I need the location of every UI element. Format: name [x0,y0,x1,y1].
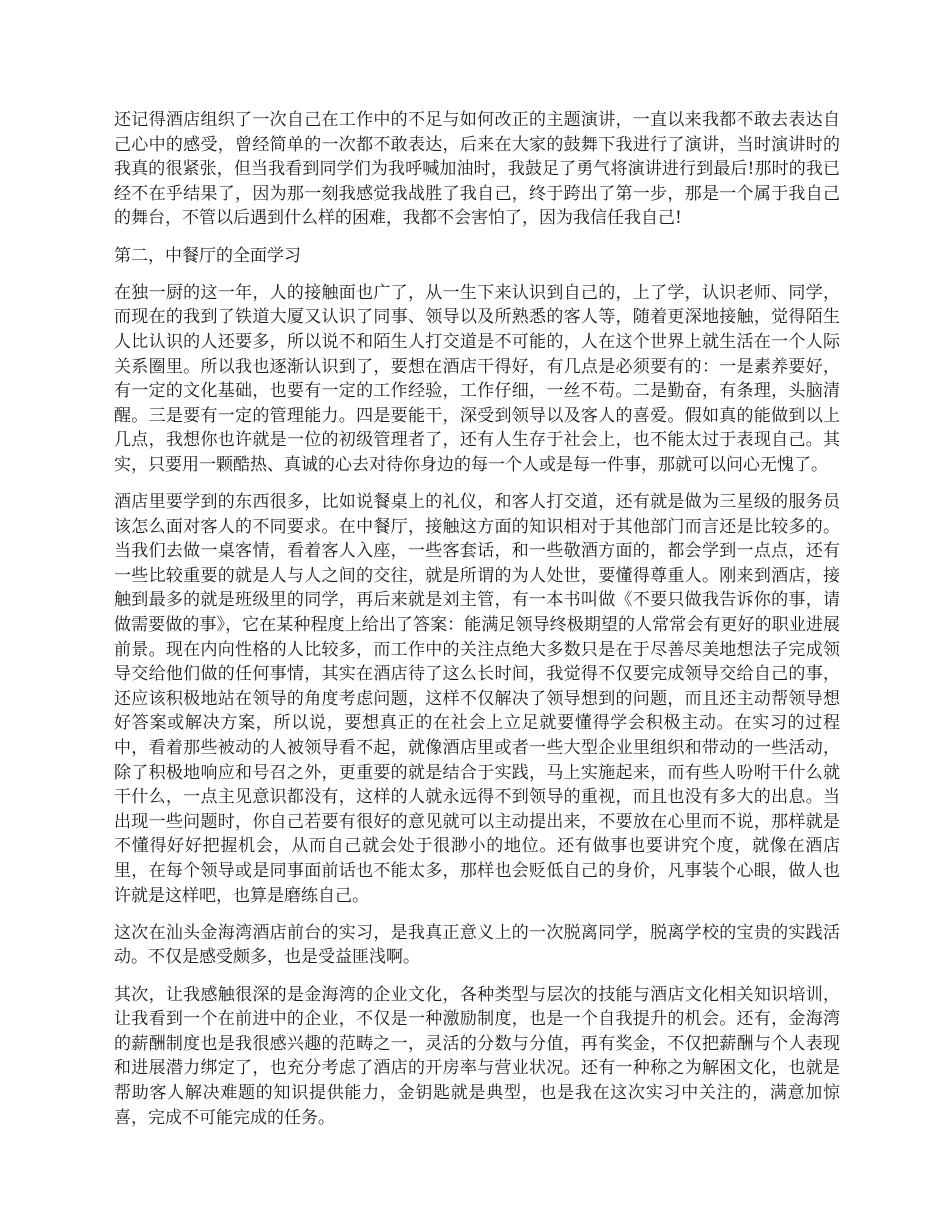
paragraph-speech: 还记得酒店组织了一次自己在工作中的不足与如何改正的主题演讲，一直以来我都不敢去表达自己心中的感受，曾经简单的一次都不敢表达，后来在大家的鼓舞下我进行了演讲，当时演讲时的我真的很紧张，但当我看到同学们为我呼喊加油时，我鼓足了勇气将演讲进行到最后!那时的我已经不在乎结果了，因为那一刻我感觉我战胜了我自己，终于跨出了第一步，那是一个属于我自己的舞台，不管以后遇到什么样的困难，我都不会害怕了，因为我信任我自己! [114,110,840,229]
paragraph-hotel-learning: 酒店里要学到的东西很多，比如说餐桌上的礼仪，和客人打交道，还有就是做为三星级的服务员该怎么面对客人的不同要求。在中餐厅，接触这方面的知识相对于其他部门而言还是比较多的。当我们去做一桌客情，看着客人入座，一些客套话，和一些敬酒方面的，都会学到一点点，还有一些比较重要的就是人与人之间的交往，就是所谓的为人处世，要懂得尊重人。刚来到酒店，接触到最多的就是班级里的同学，再后来就是刘主管，有一本书叫做《不要只做我告诉你的事，请做需要做的事》，它在某种程度上给出了答案：能满足领导终极期望的人常常会有更好的职业进展前景。现在内向性格的人比较多，而工作中的关注点绝大多数只是在于尽善尽美地想法子完成领导交给他们做的任何事情，其实在酒店待了这么长时间，我觉得不仅要完成领导交给自己的事，还应该积极地站在领导的角度考虑问题，这样不仅解决了领导想到的问题，而且还主动帮领导想好答案或解决方案，所以说，要想真正的在社会上立足就要懂得学会积极主动。在实习的过程中，看着那些被动的人被领导看不起，就像酒店里或者一些大型企业里组织和带动的一些活动，除了积极地响应和号召之外，更重要的就是结合于实践，马上实施起来，而有些人吩咐干什么就干什么，一点主见意识都没有，这样的人就永远得不到领导的重视，而且也没有多大的出息。当出现一些问题时，你自己若要有很好的意见就可以主动提出来，不要放在心里而不说，那样就是不懂得好好把握机会，从而自己就会处于很渺小的地位。还有做事也要讲究个度，就像在酒店里，在每个领导或是同事面前话也不能太多，那样也会贬低自己的身价，凡事装个心眼，做人也许就是这样吧，也算是磨练自己。 [114,492,840,906]
paragraph-corporate-culture: 其次，让我感触很深的是金海湾的企业文化，各种类型与层次的技能与酒店文化相关知识培训，让我看到一个在前进中的企业，不仅是一种激励制度，也是一个自我提升的机会。还有，金海湾的薪酬制度也是我很感兴趣的范畴之一，灵活的分数与分值，再有奖金，不仅把薪酬与个人表现和进展潜力绑定了，也充分考虑了酒店的开房率与营业状况。还有一种称之为解困文化，也就是帮助客人解决难题的知识提供能力，金钥匙就是典型，也是我在这次实习中关注的，满意加惊喜，完成不可能完成的任务。 [114,984,840,1128]
paragraph-interpersonal: 在独一厨的这一年，人的接触面也广了，从一生下来认识到自己的，上了学，认识老师、同学，而现在的我到了铁道大厦又认识了同事、领导以及所熟悉的客人等，随着更深地接触，觉得陌生人比认识的人还要多，所以说不和陌生人打交道是不可能的，人在这个世界上就生活在一个人际关系圈里。所以我也逐渐认识到了，要想在酒店干得好，有几点是必须要有的：一是素养要好，有一定的文化基础，也要有一定的工作经验，工作仔细，一丝不苟。二是勤奋，有条理，头脑清醒。三是要有一定的管理能力。四是要能干，深受到领导以及客人的喜爱。假如真的能做到以上几点，我想你也许就是一位的初级管理者了，还有人生存于社会上，也不能太过于表现自己。其实，只要用一颗酷热、真诚的心去对待你身边的每一个人或是每一件事，那就可以问心无愧了。 [114,282,840,475]
paragraph-internship: 这次在汕头金海湾酒店前台的实习，是我真正意义上的一次脱离同学，脱离学校的宝贵的实践活动。不仅是感受颇多，也是受益匪浅啊。 [114,922,840,968]
document-body [114,108,840,1143]
section-heading: 第二，中餐厅的全面学习 [114,245,301,266]
